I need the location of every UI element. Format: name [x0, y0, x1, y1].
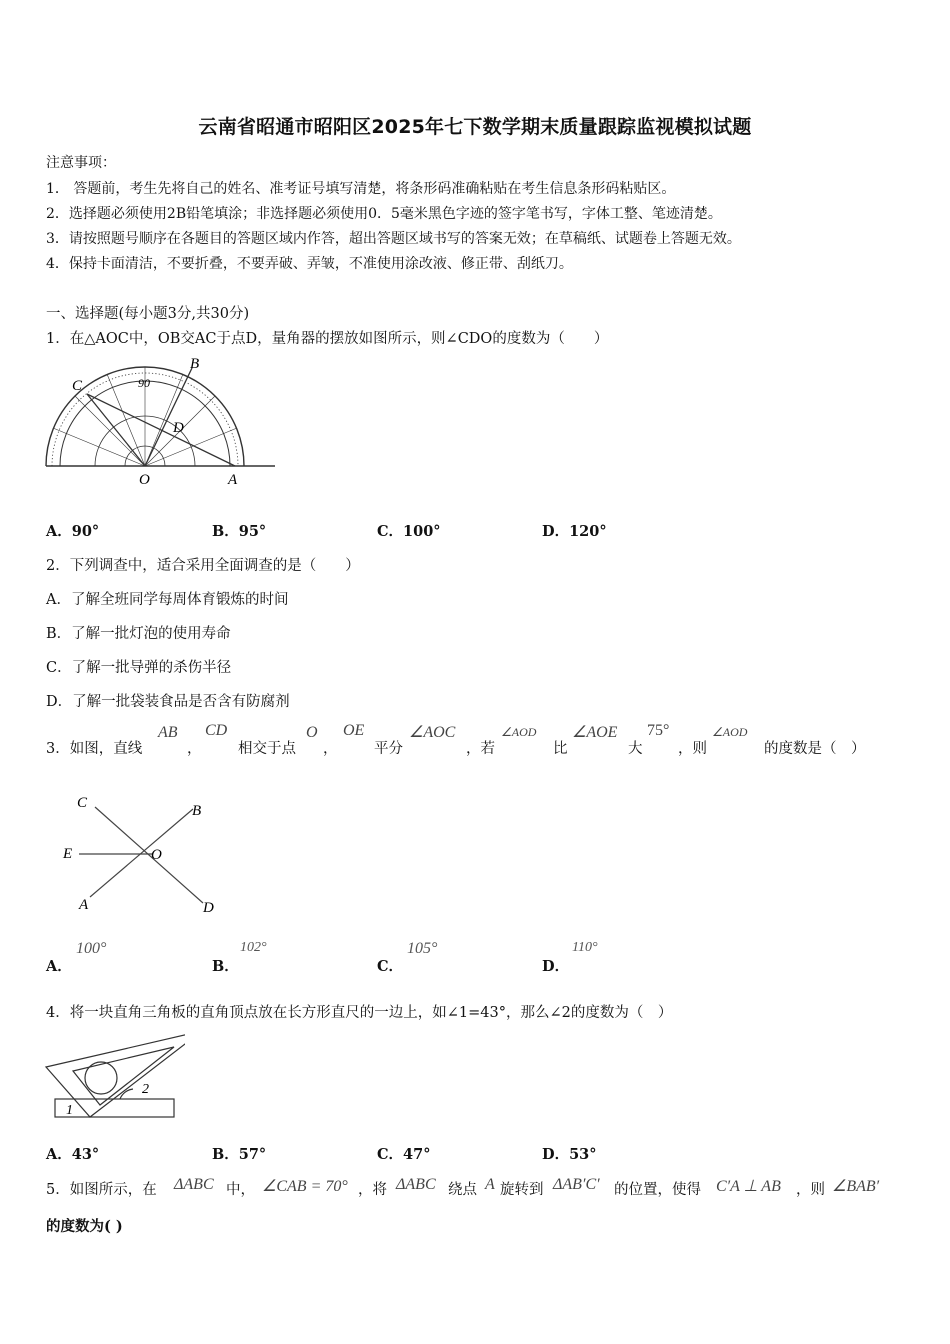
notice-heading: 注意事项： [46, 155, 116, 171]
q3-option-a-label: A． [46, 958, 72, 975]
q2-option-d[interactable]: D．了解一批袋装食品是否含有防腐剂 [46, 694, 290, 710]
q3-option-d-label: D． [542, 958, 570, 975]
label-A: A [228, 472, 238, 488]
triangle-ruler-figure [40, 1025, 185, 1125]
q5-text-6: 的位置，使得 [614, 1182, 701, 1198]
q4-option-c[interactable]: C．47° [377, 1146, 431, 1163]
q1-option-b[interactable]: B．95° [212, 523, 267, 540]
q3-text-2: ， [187, 741, 202, 757]
q3-option-c-value: 105° [407, 940, 438, 957]
q3-math-aod-2: ∠AOD [712, 725, 748, 739]
q3-option-a-value: 100° [76, 940, 107, 957]
angle-1-label: 1 [66, 1103, 73, 1118]
q5-text-5: 旋转到 [500, 1182, 544, 1198]
q3-option-c-label: C． [377, 958, 404, 975]
q5-math-abc: ΔABC [174, 1176, 214, 1193]
q4-option-b[interactable]: B．57° [212, 1146, 267, 1163]
q3-option-b-label: B． [212, 958, 239, 975]
section-heading: 一、选择题(每小题3分,共30分) [46, 306, 250, 322]
line-AB [90, 809, 193, 897]
q5-text-2: 中， [226, 1182, 255, 1198]
q3-math-o: O [306, 724, 318, 741]
q5-math-cab: ∠CAB = 70° [262, 1178, 348, 1195]
q4-option-d[interactable]: D．53° [542, 1146, 597, 1163]
q4-text: 4．将一块直角三角板的直角顶点放在长方形直尺的一边上，如∠1=43°，那么∠2的度数为（ ） [46, 1005, 673, 1021]
q5-math-a: A [485, 1176, 495, 1193]
q3-text-8: 大 [628, 741, 643, 757]
q2-option-b[interactable]: B．了解一批灯泡的使用寿命 [46, 626, 231, 642]
q3-math-aoc: ∠AOC [409, 724, 456, 741]
q3-text-1: 3．如图，直线 [46, 741, 143, 757]
angle-2-arc [120, 1089, 133, 1099]
q5-math-abc-prime: ΔAB′C′ [553, 1176, 600, 1193]
angle-2-label: 2 [142, 1082, 149, 1097]
q3-text-6: ，若 [466, 741, 495, 757]
q5-text-1: 5．如图所示，在 [46, 1182, 157, 1198]
q5-math-perp: C′A ⊥ AB [716, 1178, 781, 1195]
q3-math-75: 75° [647, 722, 670, 739]
label-E: E [63, 846, 73, 862]
q3-text-4: ， [323, 741, 338, 757]
notice-item-4: 4．保持卡面清洁，不要折叠，不要弄破、弄皱，不准使用涂改液、修正带、刮纸刀。 [46, 256, 573, 272]
notice-item-2: 2．选择题必须使用2B铅笔填涂；非选择题必须使用0．5毫米黑色字迹的签字笔书写，字体工整、笔迹清楚。 [46, 206, 722, 222]
q3-text-5: 平分 [374, 741, 403, 757]
intersecting-lines-figure [55, 785, 230, 920]
label-B: B [190, 356, 200, 372]
q3-text-9: ，则 [678, 741, 707, 757]
label-O: O [151, 847, 162, 863]
q3-math-oe: OE [343, 722, 365, 739]
protractor-mark-90: 90 [138, 376, 150, 390]
q5-text-line2: 的度数为( ) [46, 1218, 123, 1235]
q2-option-a[interactable]: A．了解全班同学每周体育锻炼的时间 [46, 592, 289, 608]
q5-text-4: 绕点 [448, 1182, 477, 1198]
q5-text-3: ，将 [358, 1182, 387, 1198]
label-A: A [79, 897, 89, 913]
q1-option-d[interactable]: D．120° [542, 523, 607, 540]
q3-text-7: 比 [553, 741, 568, 757]
q5-math-abc-2: ΔABC [396, 1176, 436, 1193]
set-square-hole [85, 1062, 117, 1094]
label-D: D [173, 420, 184, 436]
protractor-figure [40, 352, 285, 492]
label-C: C [77, 795, 88, 811]
q3-option-d-value: 110° [572, 940, 598, 955]
q1-option-c[interactable]: C．100° [377, 523, 441, 540]
q3-text-3: 相交于点 [238, 741, 296, 757]
q3-text-10: 的度数是（ ） [764, 741, 866, 757]
q3-math-cd: CD [205, 722, 228, 739]
q1-text: 1．在△AOC中，OB交AC于点D，量角器的摆放如图所示，则∠CDO的度数为（ ） [46, 331, 609, 347]
q2-text: 2．下列调查中，适合采用全面调查的是（ ） [46, 558, 360, 574]
q4-option-a[interactable]: A．43° [46, 1146, 100, 1163]
q5-text-7: ，则 [796, 1182, 825, 1198]
page-title: 云南省昭通市昭阳区2025年七下数学期末质量跟踪监视模拟试题 [198, 116, 752, 138]
label-D: D [203, 900, 214, 916]
notice-item-3: 3．请按照题号顺序在各题目的答题区域内作答，超出答题区域书写的答案无效；在草稿纸、试题卷上答题无效。 [46, 231, 741, 247]
q5-math-bab: ∠BAB′ [832, 1178, 880, 1195]
q3-math-aoe: ∠AOE [572, 724, 618, 741]
q1-option-a[interactable]: A．90° [46, 523, 100, 540]
q3-math-aod: ∠AOD [501, 725, 537, 739]
line-CD [95, 807, 203, 903]
q3-math-ab: AB [158, 724, 178, 741]
notice-item-1: 1． 答题前，考生先将自己的姓名、准考证号填写清楚，将条形码准确粘贴在考生信息条形码粘贴区。 [46, 181, 676, 197]
q2-option-c[interactable]: C．了解一批导弹的杀伤半径 [46, 660, 232, 676]
set-square-inner [73, 1047, 174, 1105]
label-B: B [192, 803, 202, 819]
q3-option-b-value: 102° [240, 940, 267, 955]
ray-OB [145, 368, 192, 466]
label-C: C [72, 378, 83, 394]
label-O: O [139, 472, 150, 488]
